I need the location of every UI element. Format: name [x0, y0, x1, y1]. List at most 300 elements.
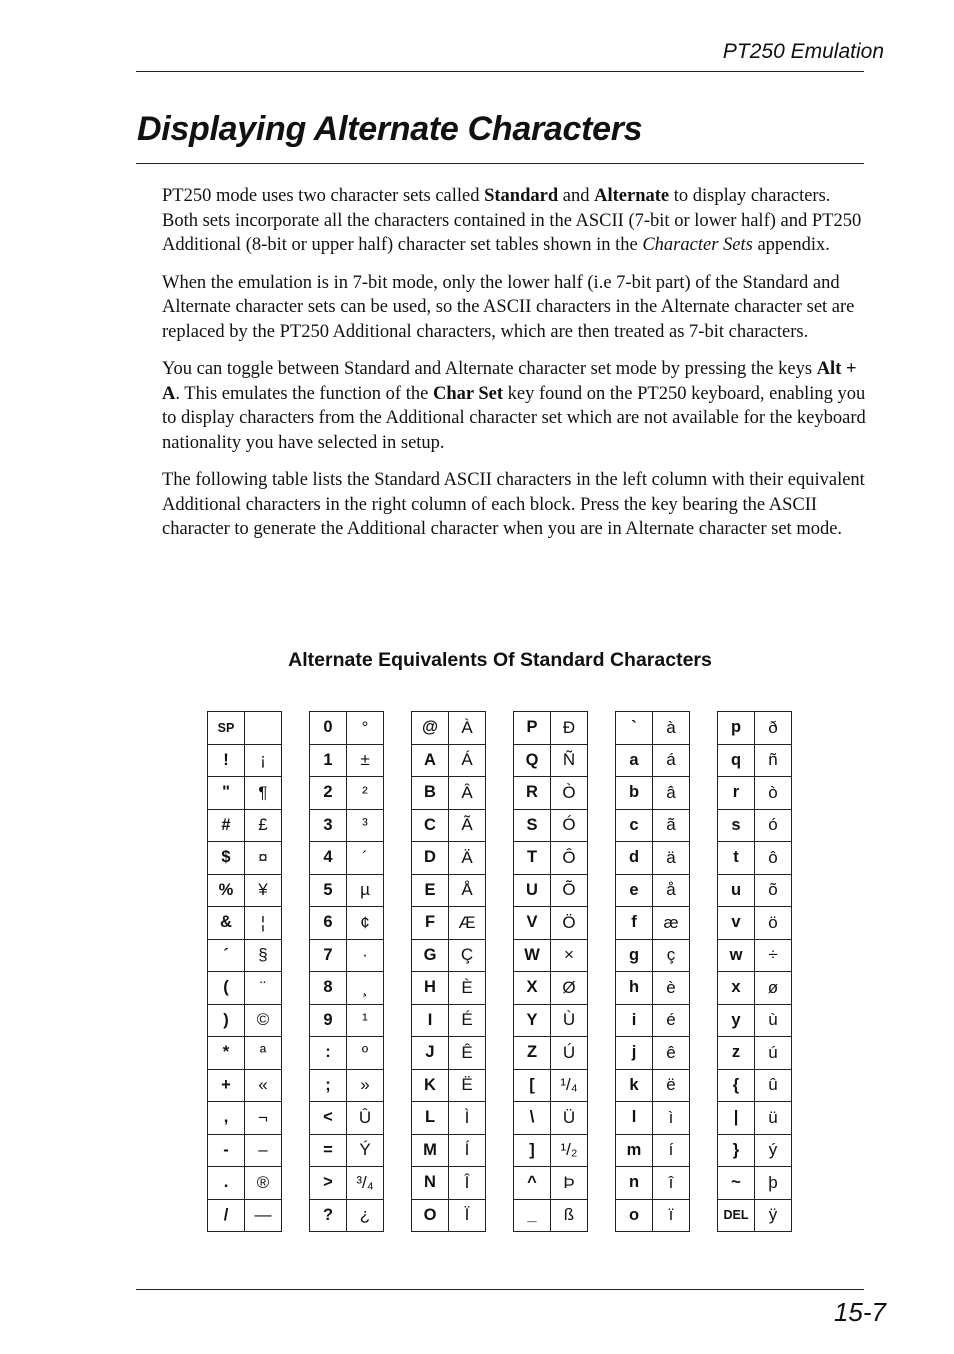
standard-char: V	[514, 907, 551, 940]
standard-char: n	[616, 1167, 653, 1200]
alternate-char: ì	[653, 1102, 690, 1135]
text-run: appendix.	[752, 235, 830, 255]
alternate-char: Ï	[449, 1199, 486, 1232]
char-row	[514, 842, 588, 875]
char-row	[412, 1102, 486, 1135]
standard-char: f	[616, 907, 653, 940]
char-row	[208, 1102, 282, 1135]
char-row	[208, 1167, 282, 1200]
char-row	[616, 1037, 690, 1070]
char-row	[412, 1037, 486, 1070]
standard-char: :	[310, 1037, 347, 1070]
standard-char: E	[412, 874, 449, 907]
standard-char: K	[412, 1069, 449, 1102]
alternate-char: å	[653, 874, 690, 907]
standard-char: !	[208, 744, 245, 777]
page-number: 15-7	[833, 1297, 886, 1327]
char-row	[412, 1167, 486, 1200]
alternate-char: ê	[653, 1037, 690, 1070]
alternate-char: ¿	[347, 1199, 384, 1232]
alternate-char: ø	[755, 972, 792, 1005]
char-row	[310, 939, 384, 972]
char-row	[310, 1037, 384, 1070]
char-row	[310, 744, 384, 777]
char-row	[208, 1069, 282, 1102]
term-alternate: Alternate	[594, 186, 670, 206]
standard-char: [	[514, 1069, 551, 1102]
standard-char: 8	[310, 972, 347, 1005]
alternate-char: µ	[347, 874, 384, 907]
alternate-char: Õ	[551, 874, 588, 907]
char-row	[718, 874, 792, 907]
alternate-char: ¬	[245, 1102, 282, 1135]
char-row	[412, 939, 486, 972]
alternate-char: ´	[347, 842, 384, 875]
char-row	[412, 1004, 486, 1037]
char-row	[412, 874, 486, 907]
alternate-char: ¥	[245, 874, 282, 907]
standard-char: F	[412, 907, 449, 940]
alternate-char: í	[653, 1134, 690, 1167]
alternate-char: »	[347, 1069, 384, 1102]
char-row	[208, 1037, 282, 1070]
alternate-char: ç	[653, 939, 690, 972]
standard-char: o	[616, 1199, 653, 1232]
standard-char: v	[718, 907, 755, 940]
paragraph-table-intro: The following table lists the Standard ASCII characters in the left column with their equivalent Additional characters in the right column of each block. Press the key bearing the ASCII character to generate the Additional character when you are in Alternate character set mode.	[162, 470, 865, 539]
alternate-char: ÷	[755, 939, 792, 972]
text-run: to display characters. Both sets incorporate all the characters contained in the ASCII (7-bit or lower half) and PT250 Additional (8-bit or upper half) character set tables shown in the	[162, 186, 862, 255]
alternate-char: ó	[755, 809, 792, 842]
standard-char: 6	[310, 907, 347, 940]
alternate-char: É	[449, 1004, 486, 1037]
standard-char: j	[616, 1037, 653, 1070]
standard-char: x	[718, 972, 755, 1005]
char-row	[718, 809, 792, 842]
char-row	[514, 1004, 588, 1037]
char-row	[412, 777, 486, 810]
standard-char: U	[514, 874, 551, 907]
char-row	[514, 1199, 588, 1232]
alternate-char: ª	[245, 1037, 282, 1070]
standard-char: 1	[310, 744, 347, 777]
alternate-char: ·	[347, 939, 384, 972]
char-block	[717, 711, 792, 1232]
char-row	[412, 842, 486, 875]
standard-char: R	[514, 777, 551, 810]
alternate-char: ü	[755, 1102, 792, 1135]
standard-char: N	[412, 1167, 449, 1200]
standard-char: @	[412, 712, 449, 745]
alternate-char: ³/₄	[347, 1167, 384, 1200]
standard-char: h	[616, 972, 653, 1005]
alternate-char: ñ	[755, 744, 792, 777]
standard-char: X	[514, 972, 551, 1005]
alternate-char: Ë	[449, 1069, 486, 1102]
standard-char: +	[208, 1069, 245, 1102]
char-row	[310, 1069, 384, 1102]
alternate-char: ¡	[245, 744, 282, 777]
char-row	[514, 744, 588, 777]
char-row	[514, 1102, 588, 1135]
standard-char: >	[310, 1167, 347, 1200]
char-row	[412, 809, 486, 842]
char-row	[208, 777, 282, 810]
alternate-char: é	[653, 1004, 690, 1037]
alternate-char: Ç	[449, 939, 486, 972]
standard-char: %	[208, 874, 245, 907]
alternate-char: ÿ	[755, 1199, 792, 1232]
alternate-char: ¸	[347, 972, 384, 1005]
alternate-char: ð	[755, 712, 792, 745]
char-row	[412, 744, 486, 777]
standard-char: d	[616, 842, 653, 875]
standard-char: 0	[310, 712, 347, 745]
char-row	[514, 907, 588, 940]
text-run: . This emulates the function of the	[175, 383, 433, 404]
alternate-char: ¤	[245, 842, 282, 875]
alternate-char: À	[449, 712, 486, 745]
standard-char: A	[412, 744, 449, 777]
alternate-char: ¦	[245, 907, 282, 940]
char-row	[616, 972, 690, 1005]
standard-char: #	[208, 809, 245, 842]
char-row	[208, 842, 282, 875]
standard-char: <	[310, 1102, 347, 1135]
text-run: key found on the PT250 keyboard, enabling you to display characters from the Additional character set which are not available for the keyboard nationality you have selected in setup.	[162, 383, 866, 453]
char-row	[310, 842, 384, 875]
char-row	[208, 712, 282, 745]
char-row	[514, 777, 588, 810]
char-row	[310, 1134, 384, 1167]
char-row	[208, 809, 282, 842]
char-row	[310, 1199, 384, 1232]
alternate-char: –	[245, 1134, 282, 1167]
standard-char: Y	[514, 1004, 551, 1037]
char-block	[411, 711, 486, 1232]
alternate-char: è	[653, 972, 690, 1005]
alternate-char: Ê	[449, 1037, 486, 1070]
standard-char: _	[514, 1199, 551, 1232]
alternate-char: Ý	[347, 1134, 384, 1167]
text-run: PT250 mode uses two character sets called	[162, 186, 485, 206]
standard-char: |	[718, 1102, 755, 1135]
running-header: PT250 Emulation	[722, 40, 884, 63]
standard-char: m	[616, 1134, 653, 1167]
appendix-reference: Character Sets	[642, 235, 753, 255]
standard-char: k	[616, 1069, 653, 1102]
char-row	[514, 1069, 588, 1102]
standard-char: Z	[514, 1037, 551, 1070]
char-row	[718, 939, 792, 972]
char-row	[718, 1102, 792, 1135]
standard-char: *	[208, 1037, 245, 1070]
char-row	[718, 1167, 792, 1200]
alternate-char: ×	[551, 939, 588, 972]
standard-char: P	[514, 712, 551, 745]
standard-char: u	[718, 874, 755, 907]
standard-char: (	[208, 972, 245, 1005]
char-row	[310, 972, 384, 1005]
char-row	[514, 1037, 588, 1070]
standard-char: w	[718, 939, 755, 972]
standard-char: )	[208, 1004, 245, 1037]
char-row	[616, 939, 690, 972]
char-row	[718, 1199, 792, 1232]
char-row	[208, 1004, 282, 1037]
char-row	[412, 1134, 486, 1167]
alternate-char: Ì	[449, 1102, 486, 1135]
char-row	[616, 809, 690, 842]
standard-char: 2	[310, 777, 347, 810]
standard-char: O	[412, 1199, 449, 1232]
char-row	[616, 907, 690, 940]
header-rule	[136, 71, 864, 72]
alternate-char: Ñ	[551, 744, 588, 777]
char-row	[616, 744, 690, 777]
alternate-char: Î	[449, 1167, 486, 1200]
alternate-char: ö	[755, 907, 792, 940]
standard-char: 9	[310, 1004, 347, 1037]
standard-char: M	[412, 1134, 449, 1167]
alternate-char: Ó	[551, 809, 588, 842]
standard-char: S	[514, 809, 551, 842]
text-run: and	[558, 186, 595, 206]
standard-char: q	[718, 744, 755, 777]
alternate-char: Ø	[551, 972, 588, 1005]
alternate-char: ú	[755, 1037, 792, 1070]
char-row	[310, 809, 384, 842]
standard-char: y	[718, 1004, 755, 1037]
alternate-char: ý	[755, 1134, 792, 1167]
char-row	[718, 777, 792, 810]
alternate-char: §	[245, 939, 282, 972]
standard-char: i	[616, 1004, 653, 1037]
alternate-char: ã	[653, 809, 690, 842]
alternate-char: Å	[449, 874, 486, 907]
standard-char: .	[208, 1167, 245, 1200]
alternate-char: £	[245, 809, 282, 842]
alternate-char: Ù	[551, 1004, 588, 1037]
standard-char: p	[718, 712, 755, 745]
char-row	[310, 777, 384, 810]
alternate-char: û	[755, 1069, 792, 1102]
alternate-char: ¨	[245, 972, 282, 1005]
alternate-char: ß	[551, 1199, 588, 1232]
char-row	[208, 939, 282, 972]
paragraph-toggle	[162, 357, 867, 455]
standard-char: a	[616, 744, 653, 777]
alternate-char: ù	[755, 1004, 792, 1037]
char-row	[718, 972, 792, 1005]
alternate-char: ©	[245, 1004, 282, 1037]
alternate-char: þ	[755, 1167, 792, 1200]
standard-char: C	[412, 809, 449, 842]
standard-char: "	[208, 777, 245, 810]
alternate-char: Đ	[551, 712, 588, 745]
alternate-char: Á	[449, 744, 486, 777]
alternate-char: â	[653, 777, 690, 810]
key-alt-a: Alt + A	[162, 359, 857, 404]
body-text	[162, 184, 867, 555]
char-row	[412, 712, 486, 745]
char-row	[718, 1004, 792, 1037]
char-row	[616, 874, 690, 907]
standard-char: ]	[514, 1134, 551, 1167]
standard-char: t	[718, 842, 755, 875]
char-row	[718, 907, 792, 940]
alternate-char: ¹	[347, 1004, 384, 1037]
standard-char: ~	[718, 1167, 755, 1200]
standard-char: $	[208, 842, 245, 875]
standard-char: e	[616, 874, 653, 907]
standard-char: L	[412, 1102, 449, 1135]
alternate-char: ï	[653, 1199, 690, 1232]
alternate-char: ²	[347, 777, 384, 810]
alternate-char: Ò	[551, 777, 588, 810]
char-row	[718, 1069, 792, 1102]
alternate-char: ô	[755, 842, 792, 875]
alternate-char: ¶	[245, 777, 282, 810]
char-row	[616, 777, 690, 810]
char-row	[718, 1037, 792, 1070]
standard-char: W	[514, 939, 551, 972]
char-row	[310, 907, 384, 940]
char-row	[616, 842, 690, 875]
standard-char: c	[616, 809, 653, 842]
char-block	[309, 711, 384, 1232]
alternate-char: ë	[653, 1069, 690, 1102]
alternate-char: Þ	[551, 1167, 588, 1200]
alternate-char: ±	[347, 744, 384, 777]
standard-char: DEL	[718, 1199, 755, 1232]
alternate-char: æ	[653, 907, 690, 940]
char-block	[513, 711, 588, 1232]
char-row	[514, 712, 588, 745]
standard-char: =	[310, 1134, 347, 1167]
standard-char: g	[616, 939, 653, 972]
char-row	[616, 1134, 690, 1167]
char-row	[208, 1199, 282, 1232]
char-row	[514, 874, 588, 907]
alternate-char: º	[347, 1037, 384, 1070]
char-row	[616, 1199, 690, 1232]
standard-char: l	[616, 1102, 653, 1135]
key-char-set: Char Set	[432, 383, 504, 404]
char-row	[616, 712, 690, 745]
standard-char: D	[412, 842, 449, 875]
alternate-char: Ã	[449, 809, 486, 842]
char-row	[514, 972, 588, 1005]
char-row	[208, 972, 282, 1005]
alternate-char: ¹/₂	[551, 1134, 588, 1167]
standard-char: /	[208, 1199, 245, 1232]
alternate-char: ®	[245, 1167, 282, 1200]
char-row	[412, 1069, 486, 1102]
char-row	[208, 744, 282, 777]
paragraph-7bit: When the emulation is in 7-bit mode, only the lower half (i.e 7-bit part) of the Standard and Alternate character sets can be used, so the ASCII characters in the Alternate character set are replaced by the PT250 Additional characters, which are then treated as 7-bit characters.	[162, 272, 855, 342]
text-run: You can toggle between Standard and Alternate character set mode by pressing the keys	[162, 359, 817, 379]
char-row	[310, 1102, 384, 1135]
alternate-char: Ú	[551, 1037, 588, 1070]
char-row	[514, 1134, 588, 1167]
alternate-char: î	[653, 1167, 690, 1200]
char-row	[514, 1167, 588, 1200]
char-row	[718, 1134, 792, 1167]
char-row	[514, 809, 588, 842]
char-row	[310, 874, 384, 907]
alternate-char: Æ	[449, 907, 486, 940]
alternate-char: à	[653, 712, 690, 745]
char-block	[615, 711, 690, 1232]
standard-char: \	[514, 1102, 551, 1135]
alternate-char: á	[653, 744, 690, 777]
char-row	[718, 744, 792, 777]
alternate-char: Â	[449, 777, 486, 810]
char-row	[718, 842, 792, 875]
alternate-char: Ä	[449, 842, 486, 875]
alternate-char: ¹/₄	[551, 1069, 588, 1102]
alternate-char: ò	[755, 777, 792, 810]
char-row	[412, 907, 486, 940]
alternate-char: ¢	[347, 907, 384, 940]
term-standard: Standard	[484, 186, 559, 206]
footer-rule	[136, 1289, 864, 1290]
standard-char: s	[718, 809, 755, 842]
alternate-char: õ	[755, 874, 792, 907]
standard-char: T	[514, 842, 551, 875]
alternate-char: ä	[653, 842, 690, 875]
char-row	[310, 712, 384, 745]
char-row	[310, 1004, 384, 1037]
standard-char: z	[718, 1037, 755, 1070]
standard-char: ?	[310, 1199, 347, 1232]
standard-char: G	[412, 939, 449, 972]
char-row	[616, 1069, 690, 1102]
char-row	[616, 1167, 690, 1200]
standard-char: -	[208, 1134, 245, 1167]
alternate-char: Ô	[551, 842, 588, 875]
char-row	[616, 1102, 690, 1135]
standard-char: J	[412, 1037, 449, 1070]
standard-char: 5	[310, 874, 347, 907]
standard-char: r	[718, 777, 755, 810]
standard-char: 4	[310, 842, 347, 875]
standard-char: {	[718, 1069, 755, 1102]
char-row	[412, 1199, 486, 1232]
char-row	[412, 972, 486, 1005]
standard-char: ;	[310, 1069, 347, 1102]
standard-char: SP	[208, 712, 245, 745]
standard-char: b	[616, 777, 653, 810]
standard-char: 3	[310, 809, 347, 842]
standard-char: `	[616, 712, 653, 745]
char-row	[208, 907, 282, 940]
standard-char: 7	[310, 939, 347, 972]
alternate-char: Ö	[551, 907, 588, 940]
alternate-char: «	[245, 1069, 282, 1102]
char-block	[207, 711, 282, 1232]
page-title: Displaying Alternate Characters	[137, 110, 643, 148]
standard-char: ,	[208, 1102, 245, 1135]
standard-char: I	[412, 1004, 449, 1037]
standard-char: &	[208, 907, 245, 940]
char-row	[208, 874, 282, 907]
alternate-char: ³	[347, 809, 384, 842]
alternate-char: °	[347, 712, 384, 745]
alternate-char: Û	[347, 1102, 384, 1135]
standard-char: }	[718, 1134, 755, 1167]
